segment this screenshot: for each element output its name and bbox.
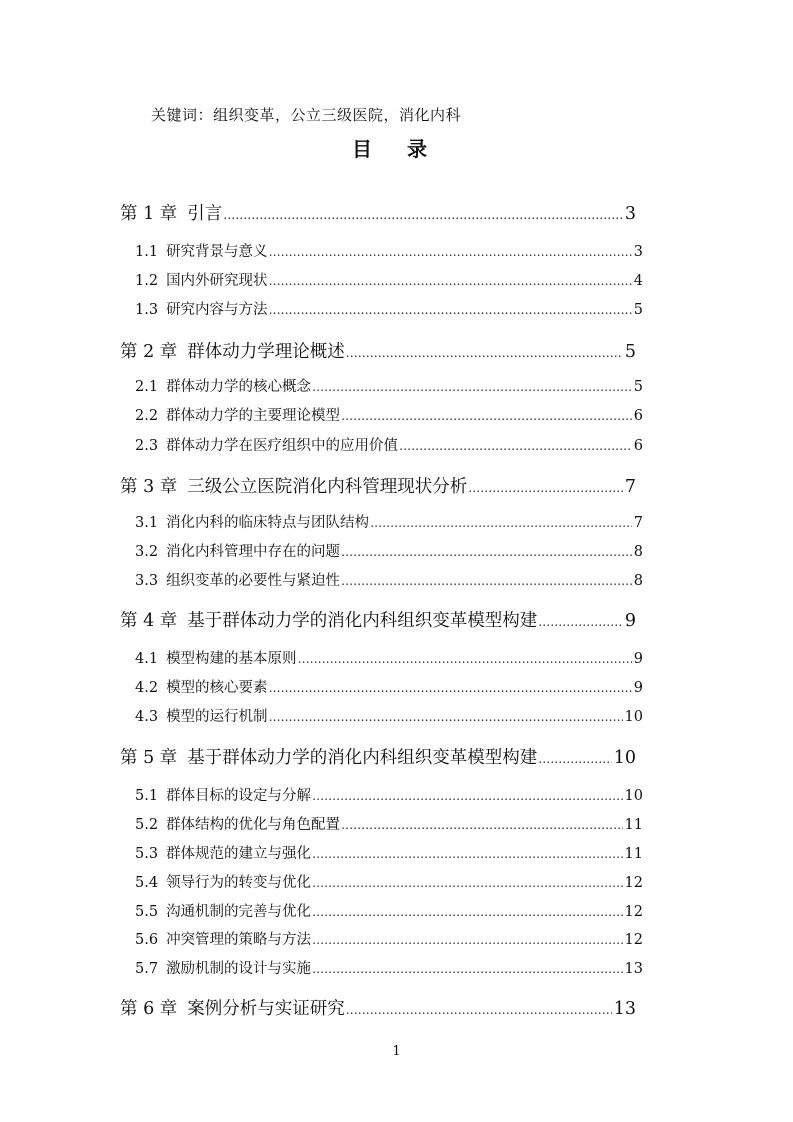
toc-entry-number: 5.6	[135, 932, 159, 948]
toc-section-row	[135, 569, 643, 590]
toc-entry-title: 基于群体动力学的消化内科组织变革模型构建	[187, 611, 538, 631]
toc-entry-title: 冲突管理的策略与方法	[166, 932, 312, 948]
toc-entry-page: 5	[624, 342, 636, 362]
toc-section-row	[135, 900, 643, 921]
toc-entry-page: 10	[624, 788, 643, 804]
toc-section-row	[135, 375, 643, 396]
toc-entry-page: 4	[633, 273, 643, 289]
toc-section-row	[135, 705, 643, 726]
toc-entry-title: 消化内科管理中存在的问题	[166, 544, 341, 560]
toc-entry-page: 11	[624, 817, 643, 833]
toc-leader-dots	[537, 615, 623, 629]
toc-leader-dots	[268, 245, 632, 259]
toc-section-row	[135, 511, 643, 532]
toc-entry-page: 10	[624, 709, 643, 725]
toc-entry-title: 群体动力学的核心概念	[166, 379, 312, 395]
toc-leader-dots	[297, 652, 632, 666]
toc-leader-dots	[340, 818, 622, 832]
toc-entry-title: 三级公立医院消化内科管理现状分析	[187, 477, 468, 497]
toc-leader-dots	[345, 1003, 612, 1017]
keywords-line: 关键词：组织变革，公立三级医院，消化内科	[151, 106, 462, 124]
toc-entry-title: 激励机制的设计与实施	[166, 961, 312, 977]
toc-entry-page: 13	[624, 961, 643, 977]
toc-section-row	[135, 957, 643, 978]
toc-leader-dots	[311, 905, 622, 919]
toc-chapter-row	[120, 473, 636, 498]
toc-entry-title: 沟通机制的完善与优化	[166, 904, 312, 920]
toc-title: 目 录	[352, 137, 441, 161]
toc-leader-dots	[398, 439, 632, 453]
toc-entry-title: 模型的运行机制	[166, 709, 268, 725]
toc-entry-number: 第 6 章	[120, 999, 178, 1019]
toc-section-row	[135, 842, 643, 863]
toc-entry-title: 模型构建的基本原则	[166, 651, 297, 667]
toc-entry-title: 消化内科的临床特点与团队结构	[166, 515, 370, 531]
toc-leader-dots	[345, 346, 623, 360]
toc-section-row	[135, 647, 643, 668]
toc-entry-page: 6	[633, 408, 643, 424]
toc-entry-number: 5.2	[135, 817, 159, 833]
toc-section-row	[135, 784, 643, 805]
toc-entry-page: 11	[624, 846, 643, 862]
toc-leader-dots	[222, 208, 623, 222]
toc-entry-page: 7	[624, 477, 636, 497]
toc-leader-dots	[311, 933, 622, 947]
toc-entry-page: 10	[613, 748, 636, 768]
toc-leader-dots	[537, 752, 611, 766]
toc-section-row	[135, 240, 643, 261]
toc-chapter-row	[120, 744, 636, 769]
toc-chapter-row	[120, 607, 636, 632]
toc-entry-number: 3.2	[135, 544, 159, 560]
toc-entry-title: 研究内容与方法	[166, 302, 268, 318]
toc-entry-number: 5.5	[135, 904, 159, 920]
toc-entry-title: 群体动力学在医疗组织中的应用价值	[166, 438, 399, 454]
toc-entry-title: 模型的核心要素	[166, 680, 268, 696]
toc-section-row	[135, 298, 643, 319]
toc-section-row	[135, 928, 643, 949]
toc-section-row	[135, 676, 643, 697]
toc-entry-number: 第 2 章	[120, 342, 178, 362]
toc-chapter-row	[120, 338, 636, 363]
toc-entry-page: 8	[633, 544, 643, 560]
toc-entry-number: 第 5 章	[120, 748, 178, 768]
toc-entry-number: 1.1	[135, 244, 159, 260]
toc-entry-number: 3.3	[135, 573, 159, 589]
toc-entry-number: 4.1	[135, 651, 159, 667]
toc-entry-page: 9	[624, 611, 636, 631]
toc-leader-dots	[268, 681, 632, 695]
toc-entry-number: 5.3	[135, 846, 159, 862]
toc-entry-page: 12	[624, 904, 643, 920]
toc-section-row	[135, 540, 643, 561]
toc-entry-number: 1.2	[135, 273, 159, 289]
toc-chapter-row	[120, 995, 636, 1020]
toc-entry-page: 6	[633, 438, 643, 454]
toc-entry-title: 基于群体动力学的消化内科组织变革模型构建	[187, 748, 538, 768]
toc-entry-title: 案例分析与实证研究	[187, 999, 345, 1019]
toc-entry-page: 9	[633, 651, 643, 667]
toc-section-row	[135, 269, 643, 290]
toc-entry-title: 国内外研究现状	[166, 273, 268, 289]
toc-entry-number: 2.2	[135, 408, 159, 424]
toc-entry-page: 13	[613, 999, 636, 1019]
toc-chapter-row	[120, 200, 636, 225]
toc-section-row	[135, 404, 643, 425]
toc-entry-page: 3	[633, 244, 643, 260]
toc-leader-dots	[467, 481, 623, 495]
toc-entry-page: 7	[633, 515, 643, 531]
toc-entry-title: 组织变革的必要性与紧迫性	[166, 573, 341, 589]
toc-entry-number: 第 1 章	[120, 204, 178, 224]
toc-entry-number: 5.7	[135, 961, 159, 977]
toc-entry-title: 研究背景与意义	[166, 244, 268, 260]
toc-entry-title: 群体动力学的主要理论模型	[166, 408, 341, 424]
toc-section-row	[135, 871, 643, 892]
toc-leader-dots	[268, 710, 623, 724]
toc-entry-page: 8	[633, 573, 643, 589]
toc-section-row	[135, 434, 643, 455]
toc-entry-title: 群体动力学理论概述	[187, 342, 345, 362]
toc-leader-dots	[340, 545, 632, 559]
toc-leader-dots	[311, 962, 622, 976]
toc-entry-title: 领导行为的转变与优化	[166, 875, 312, 891]
toc-entry-title: 群体目标的设定与分解	[166, 788, 312, 804]
toc-entry-page: 9	[633, 680, 643, 696]
toc-entry-number: 4.2	[135, 680, 159, 696]
toc-entry-number: 第 3 章	[120, 477, 178, 497]
toc-entry-number: 2.3	[135, 438, 159, 454]
toc-leader-dots	[369, 516, 632, 530]
toc-leader-dots	[311, 847, 622, 861]
toc-entry-page: 12	[624, 875, 643, 891]
toc-entry-number: 4.3	[135, 709, 159, 725]
toc-leader-dots	[268, 303, 632, 317]
toc-entry-page: 3	[624, 204, 636, 224]
toc-entry-title: 群体结构的优化与角色配置	[166, 817, 341, 833]
toc-entry-number: 1.3	[135, 302, 159, 318]
toc-entry-page: 5	[633, 379, 643, 395]
toc-leader-dots	[340, 574, 632, 588]
toc-entry-number: 3.1	[135, 515, 159, 531]
toc-leader-dots	[311, 876, 622, 890]
toc-leader-dots	[311, 789, 622, 803]
toc-entry-number: 第 4 章	[120, 611, 178, 631]
toc-leader-dots	[311, 380, 632, 394]
toc-section-row	[135, 813, 643, 834]
toc-entry-page: 12	[624, 932, 643, 948]
toc-entry-number: 2.1	[135, 379, 159, 395]
toc-leader-dots	[340, 409, 632, 423]
toc-entry-title: 群体规范的建立与强化	[166, 846, 312, 862]
toc-entry-title: 引言	[187, 204, 223, 224]
toc-entry-number: 5.1	[135, 788, 159, 804]
toc-entry-number: 5.4	[135, 875, 159, 891]
page-number: 1	[392, 1044, 401, 1059]
toc-entry-page: 5	[633, 302, 643, 318]
toc-leader-dots	[268, 274, 632, 288]
